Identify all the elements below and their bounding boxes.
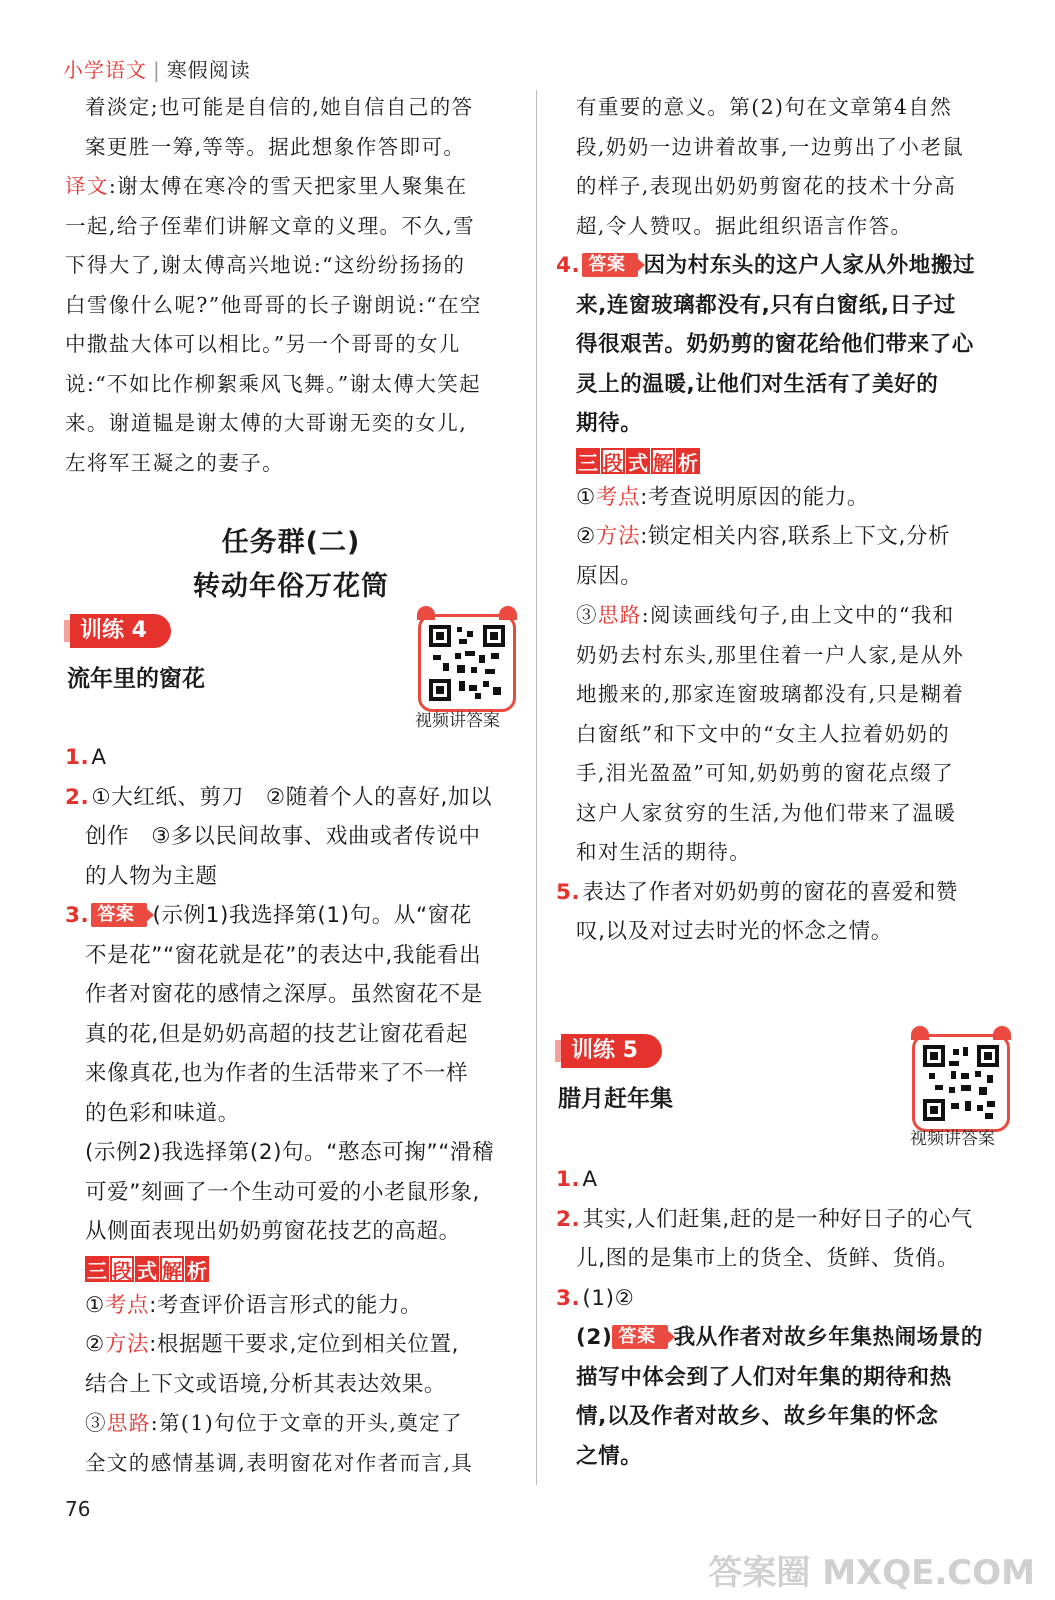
translation-line: 下得大了,谢太傅高兴地说:“这纷纷扬扬的 <box>65 253 466 277</box>
analysis-char: 解 <box>160 1256 184 1282</box>
q2-line: 创作 ③多以民间故事、戏曲或者传说中 <box>85 824 481 849</box>
running-header <box>63 54 251 83</box>
analysis-char: 析 <box>185 1256 209 1282</box>
cont-line: 段,奶奶一边讲着故事,一边剪出了小老鼠 <box>576 134 965 159</box>
qr-ear-icon <box>417 606 435 620</box>
q5-cont: 叹,以及对过去时光的怀念之情。 <box>576 919 893 944</box>
intro-line: 案更胜一筹,等等。据此想象作答即可。 <box>85 134 466 159</box>
t3-row: 3.(1)② <box>556 1285 635 1311</box>
qr-pattern-icon <box>429 625 505 701</box>
q5-number: 5. <box>556 879 581 905</box>
left-column <box>65 88 517 483</box>
header-separator: | <box>153 58 161 82</box>
b2-cont: 原因。 <box>576 563 643 589</box>
translation-line: 中撒盐大体可以相比。”另一个哥哥的女儿 <box>65 332 461 356</box>
qr-code-icon[interactable] <box>912 1034 1010 1132</box>
t3-line: 描写中体会到了人们对年集的期待和热 <box>576 1364 952 1390</box>
q1-row <box>65 738 517 778</box>
q5-row: 5.表达了作者对奶奶剪的窗花的喜爱和赞 <box>556 879 959 905</box>
q3-line: 不是花”“窗花就是花”的表达中,我能看出 <box>85 942 482 968</box>
a1-label: 考点 <box>104 1292 150 1318</box>
answer-tag: 答案 <box>612 1325 667 1349</box>
q2-row <box>65 778 517 818</box>
translation-line: 说:“不如比作柳絮乘风飞舞。”谢太傅大笑起 <box>65 371 482 396</box>
answer-tag: 答案 <box>582 253 637 277</box>
t3-line: 情,以及作者对故乡、故乡年集的怀念 <box>576 1404 939 1429</box>
translation-text: :谢太傅在寒冷的雪天把家里人聚集在 <box>108 174 468 198</box>
t1-number: 1. <box>556 1167 581 1192</box>
qr-code-icon[interactable] <box>418 614 516 712</box>
qr-ear-icon <box>499 606 517 620</box>
b1-row: ①考点:考查说明原因的能力。 <box>576 484 869 510</box>
analysis-label <box>556 444 1012 478</box>
qr-ear-icon <box>911 1026 929 1040</box>
qr-caption: 视频讲答案 <box>415 711 500 731</box>
t3-second: (2) 答案 我从作者对故乡年集热闹场景的 <box>576 1325 984 1350</box>
q1-answer: A <box>91 745 107 770</box>
b3-row: ③思路:阅读画线句子,由上文中的“我和 <box>576 603 955 627</box>
b3-line: 和对生活的期待。 <box>576 840 752 864</box>
translation-line: 左将军王凝之的妻子。 <box>65 450 284 475</box>
q3-line: 作者对窗花的感情之深厚。虽然窗花不是 <box>85 982 483 1007</box>
t3-line: 之情。 <box>576 1443 643 1469</box>
analysis-char: 三 <box>576 448 600 474</box>
b1-label: 考点 <box>595 484 641 510</box>
qr-ear-icon <box>993 1026 1011 1040</box>
q2-line: 的人物为主题 <box>85 863 218 889</box>
right-column <box>556 88 1012 952</box>
q3-line: 来像真花,也为作者的生活带来了不一样 <box>85 1061 469 1086</box>
translation-line: 一起,给子侄辈们讲解文章的义理。不久,雪 <box>65 213 476 238</box>
q3-line: 从侧面表现出奶奶剪窗花技艺的高超。 <box>85 1219 461 1244</box>
analysis-char: 段 <box>110 1256 134 1282</box>
answer-tag: 答案 <box>91 903 146 927</box>
t2-number: 2. <box>556 1206 581 1232</box>
q3-line: 可爱”刻画了一个生动可爱的小老鼠形象, <box>85 1179 480 1205</box>
b2-row: ②方法:锁定相关内容,联系上下文,分析 <box>576 524 951 549</box>
q3-first: (示例1)我选择第(1)句。从“窗花 <box>152 903 472 928</box>
training-5-badge: 训练 5 <box>561 1034 662 1068</box>
group-title: 任务群(二) <box>221 527 361 558</box>
translation-line: 白雪像什么呢?”他哥哥的长子谢朗说:“在空 <box>65 292 482 317</box>
analysis-char: 三 <box>85 1256 109 1282</box>
analysis-char: 解 <box>651 448 675 474</box>
watermark: 答案圈 MXQE.COM <box>708 1553 1035 1593</box>
header-book: 寒假阅读 <box>166 58 251 82</box>
cont-line: 有重要的意义。第(2)句在文章第4自然 <box>576 95 953 119</box>
t1-row: 1.A <box>556 1167 598 1192</box>
analysis-char: 段 <box>601 448 625 474</box>
a1-row: ①考点:考查评价语言形式的能力。 <box>85 1292 423 1318</box>
translation-label: 译文 <box>65 174 109 198</box>
q4-row <box>556 246 1012 286</box>
header-subject: 小学语文 <box>63 58 147 82</box>
page-number: 76 <box>65 1497 91 1521</box>
q3-line: 的色彩和味道。 <box>85 1100 240 1126</box>
a2-cont: 结合上下文或语境,分析其表达效果。 <box>85 1371 447 1397</box>
q4-line: 灵上的温暖,让他们对生活有了美好的 <box>576 371 939 397</box>
q4-line: 得很艰苦。奶奶剪的窗花给他们带来了心 <box>576 332 974 357</box>
analysis-char: 式 <box>135 1256 159 1282</box>
column-divider <box>536 90 537 1485</box>
b2-label: 方法 <box>595 524 641 549</box>
a3-label: 思路 <box>106 1411 151 1435</box>
q2-number: 2. <box>65 784 90 810</box>
q4-line: 来,连窗玻璃都没有,只有白窗纸,日子过 <box>576 292 956 318</box>
q4-line: 期待。 <box>576 411 643 436</box>
cont-line: 的样子,表现出奶奶剪窗花的技术十分高 <box>576 174 957 198</box>
b3-line: 地搬来的,那家连窗玻璃都没有,只是糊着 <box>576 682 965 706</box>
translation-first <box>65 167 517 207</box>
training-4-badge: 训练 4 <box>70 614 171 648</box>
b3-line: 奶奶去村东头,那里住着一户人家,是从外 <box>576 642 965 667</box>
q1-number: 1. <box>65 745 90 770</box>
q4-first: 因为村东头的这户人家从外地搬过 <box>643 253 976 278</box>
qr-caption: 视频讲答案 <box>910 1129 995 1149</box>
a2-row: ②方法:根据题干要求,定位到相关位置, <box>85 1332 460 1357</box>
q4-number: 4. <box>556 253 581 278</box>
qr-pattern-icon <box>923 1045 999 1121</box>
a2-label: 方法 <box>104 1332 150 1357</box>
q3-number: 3. <box>65 903 90 928</box>
group-subtitle: 转动年俗万花筒 <box>193 571 389 602</box>
left-answers <box>65 738 517 1483</box>
article-title-2: 腊月赶年集 <box>558 1085 673 1112</box>
analysis-char: 析 <box>676 448 700 474</box>
right-answers <box>556 1160 1012 1476</box>
b3-line: 白窗纸”和下文中的“女主人拉着奶奶的 <box>576 721 951 746</box>
analysis-char: 式 <box>626 448 650 474</box>
cont-line: 超,令人赞叹。据此组织语言作答。 <box>576 213 913 238</box>
intro-line: 着淡定;也可能是自信的,她自信自己的答 <box>85 95 474 119</box>
b3-label: 思路 <box>597 603 642 627</box>
b3-line: 这户人家贫穷的生活,为他们带来了温暖 <box>576 800 957 825</box>
a3-cont: 全文的感情基调,表明窗花对作者而言,具 <box>85 1450 474 1475</box>
t3-number: 3. <box>556 1285 581 1311</box>
t2-cont: 儿,图的是集市上的货全、货鲜、货俏。 <box>576 1246 960 1271</box>
a3-row: ③思路:第(1)句位于文章的开头,奠定了 <box>85 1411 463 1435</box>
q2-line: ①大红纸、剪刀 ②随着个人的喜好,加以 <box>91 784 493 810</box>
q3-line: 真的花,但是奶奶高超的技艺让窗花看起 <box>85 1021 469 1047</box>
article-title: 流年里的窗花 <box>67 665 205 692</box>
q3-row <box>65 896 517 936</box>
analysis-label <box>65 1252 517 1286</box>
q3-line: (示例2)我选择第(2)句。“憨态可掬”“滑稽 <box>85 1140 495 1165</box>
translation-line: 来。谢道韫是谢太傅的大哥谢无奕的女儿, <box>65 411 468 435</box>
t2-row: 2.其实,人们赶集,赶的是一种好日子的心气 <box>556 1206 973 1232</box>
b3-line: 手,泪光盈盈”可知,奶奶剪的窗花点缀了 <box>576 761 955 785</box>
